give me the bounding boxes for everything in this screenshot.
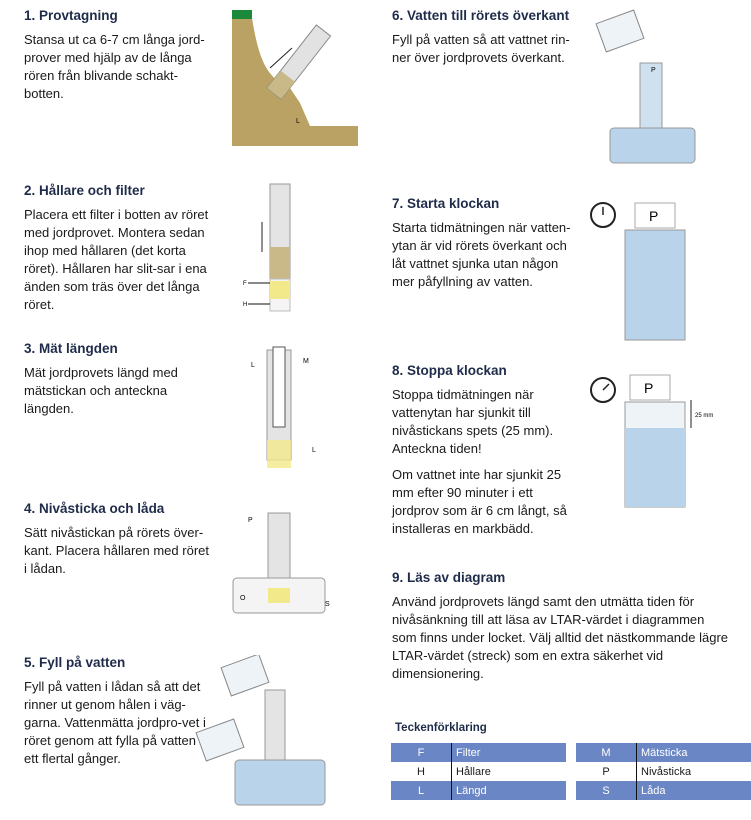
legend-key: F — [391, 743, 452, 762]
step-title: 3. Mät längden — [24, 341, 118, 356]
step-2 — [24, 183, 214, 322]
step-title: 8. Stoppa klockan — [392, 363, 507, 378]
label-h: H — [243, 302, 248, 308]
label-m: M — [303, 358, 309, 365]
label-s: S — [325, 601, 330, 608]
holder-filter-illustration — [240, 182, 310, 317]
legend-key: M — [576, 743, 637, 762]
label-l: L — [312, 447, 316, 454]
legend-value: Mätsticka — [637, 743, 751, 762]
stop-clock-illustration — [585, 370, 725, 510]
legend-value: Hållare — [456, 765, 491, 778]
legend-value: Låda — [637, 781, 751, 800]
step-text: Fyll på vatten så att vattnet rin-ner över jordprovets överkant. — [392, 32, 570, 65]
step-text: Använd jordprovets längd samt den utmätta tiden för nivåsänkning till att läsa av LTAR-värdet i diagrammen som finns under locket. Välj alltid det nästkommande lägre LTAR-värdet (streck) som en extra säkerhet vid dimensionering. — [392, 594, 729, 681]
step-text: Stoppa tidmätningen när vattenytan har sjunkit till nivåstickans spets (25 mm). Anteckna tiden! — [392, 387, 554, 456]
step-text: Mät jordprovets längd med mätstickan och anteckna längden. — [24, 365, 178, 416]
step-text: Fyll på vatten i lådan så att det rinner ut genom hålen i väg-garna. Vattenmätta jordpro-vet i röret genom att fylla på vatten ett flertal gånger. — [24, 679, 206, 766]
label-25mm: 25 mm — [695, 413, 714, 419]
step-title: 9. Läs av diagram — [392, 570, 506, 585]
water-to-top-illustration — [595, 8, 705, 168]
label-f: F — [243, 281, 247, 287]
legend-title: Teckenförklaring — [395, 722, 487, 734]
sampling-illustration — [230, 8, 360, 148]
step-title: 2. Hållare och filter — [24, 183, 145, 198]
legend-key: L — [391, 781, 452, 800]
step-text: Sätt nivåstickan på rörets över-kant. Placera hållaren med röret i lådan. — [24, 525, 209, 576]
level-stick-box-illustration — [230, 508, 340, 618]
legend-table-left — [391, 743, 566, 800]
start-clock-illustration — [585, 195, 690, 345]
legend-value: Längd — [452, 781, 567, 800]
legend-value: Nivåsticka — [641, 765, 692, 778]
step-text: Starta tidmätningen när vatten-ytan är vid rörets överkant och låt vattnet sjunka utan någon mer påfyllning av vatten. — [392, 220, 571, 289]
step-8 — [392, 363, 567, 546]
measure-length-illustration — [245, 345, 325, 475]
step-title: 4. Nivåsticka och låda — [24, 501, 165, 516]
label-p: P — [644, 380, 654, 396]
legend-table-right — [576, 743, 751, 800]
legend-key: H — [391, 762, 452, 781]
label-o: O — [240, 595, 246, 602]
step-7 — [392, 196, 577, 299]
step-text: Om vattnet inte har sjunkit 25 mm efter 90 minuter i ett jordprov som är 6 cm långt, så installeras en markbädd. — [392, 467, 567, 536]
step-title: 1. Provtagning — [24, 8, 118, 23]
step-1 — [24, 8, 214, 111]
step-4 — [24, 501, 214, 586]
step-5 — [24, 655, 209, 776]
step-3 — [24, 341, 204, 426]
step-title: 7. Starta klockan — [392, 196, 500, 211]
legend-key: S — [576, 781, 637, 800]
label-p: P — [649, 208, 659, 224]
step-title: 5. Fyll på vatten — [24, 655, 126, 670]
fill-water-illustration — [195, 655, 350, 815]
step-title: 6. Vatten till rörets överkant — [392, 8, 570, 23]
step-9 — [392, 570, 732, 691]
label-l: L — [251, 362, 255, 369]
legend-key: P — [576, 762, 637, 781]
step-text: Placera ett filter i botten av röret med jordprovet. Montera sedan ihop med hållaren (det korta röret). Hållaren har slit-sar i ena änden som träs över det långa röret. — [24, 207, 209, 312]
label-p: P — [651, 67, 656, 74]
label-p: P — [248, 517, 253, 524]
label-l: L — [296, 118, 300, 125]
step-6 — [392, 8, 582, 75]
legend-value: Filter — [452, 743, 567, 762]
step-text: Stansa ut ca 6-7 cm långa jord-prover med hjälp av de långa rören från blivande schakt-botten. — [24, 32, 205, 101]
